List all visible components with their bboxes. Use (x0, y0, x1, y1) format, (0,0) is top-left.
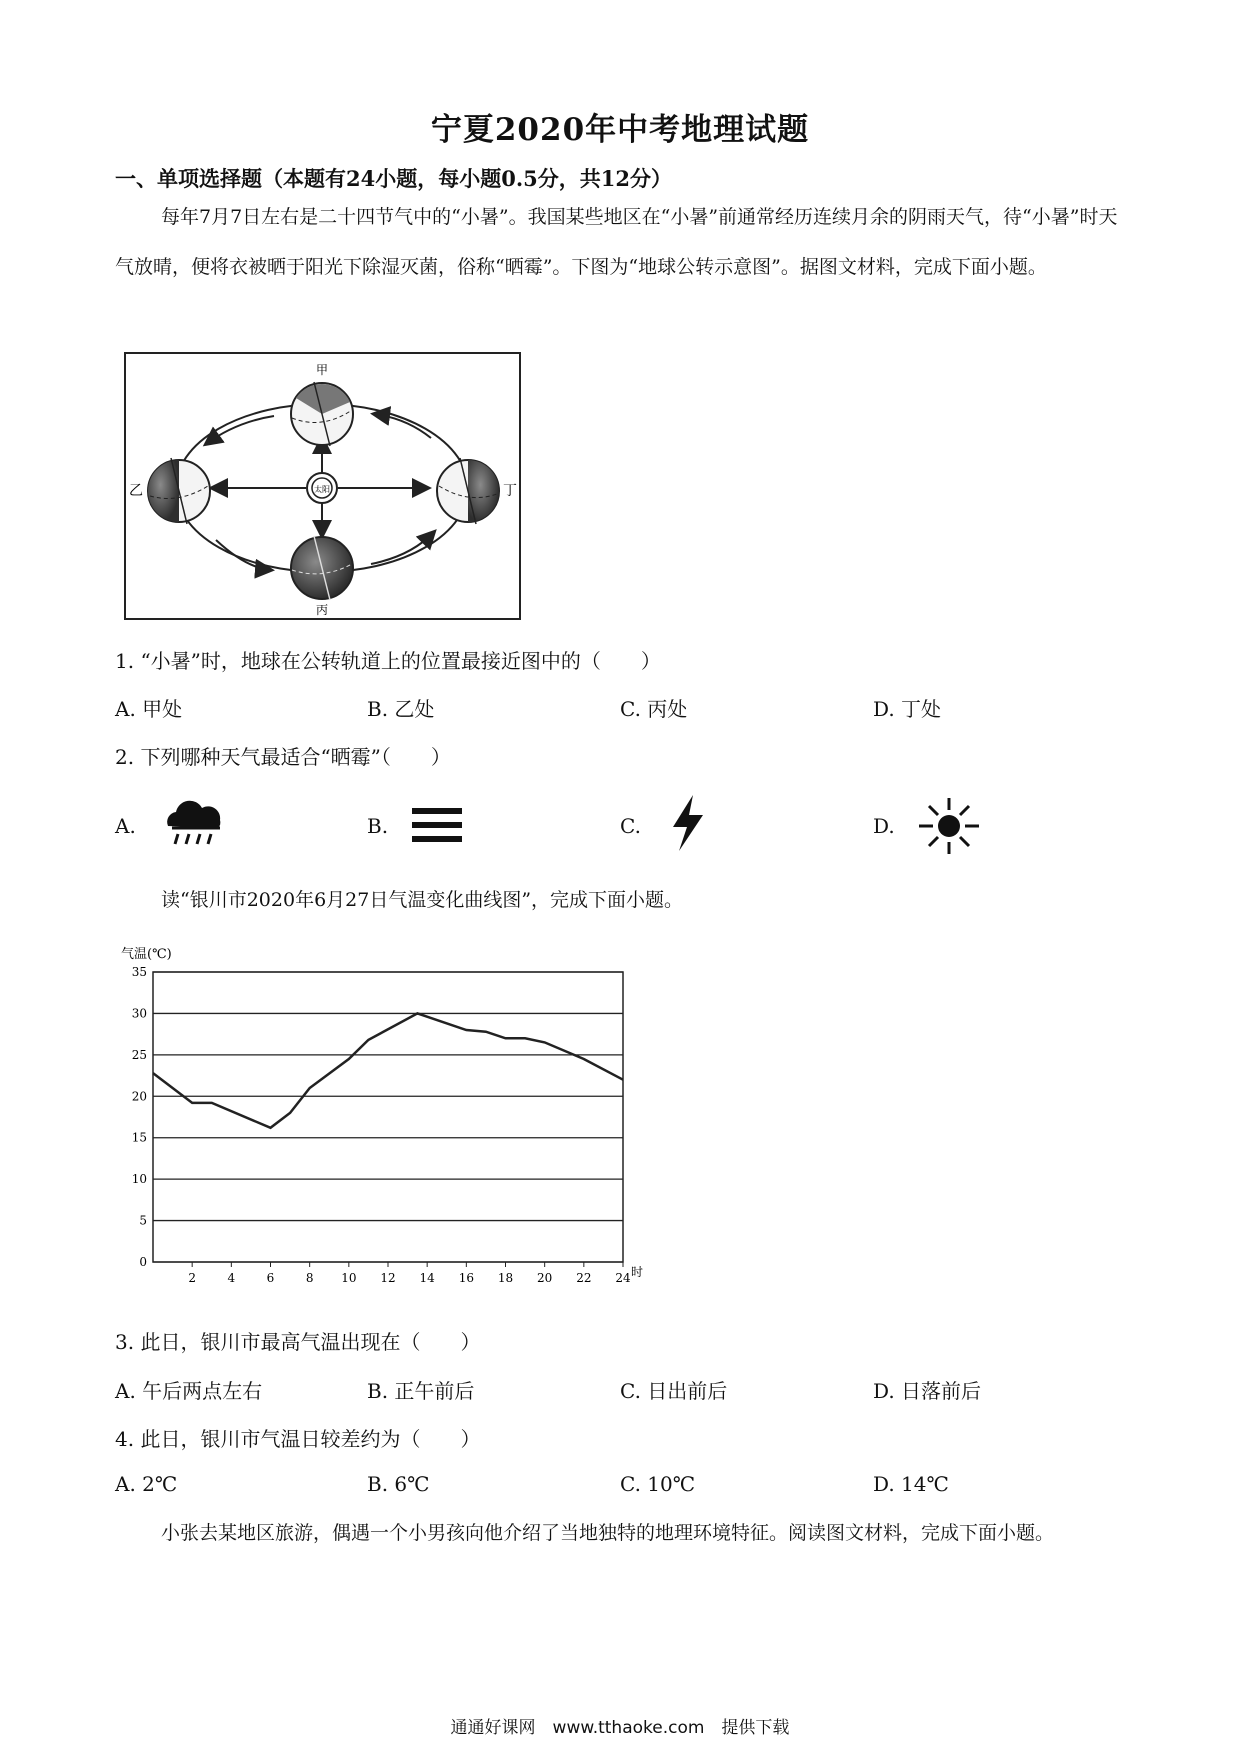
y-tick-label: 30 (131, 1006, 147, 1021)
q3-option-c[interactable]: C. 日出前后 (620, 1379, 728, 1403)
intro-paragraph-1: 每年7月7日左右是二十四节气中的“小暑”。我国某些地区在“小暑”前通常经历连续月余的阴雨天气，待“小暑”时天气放晴，便将衣被晒于阳光下除湿灭菌，俗称“晒霉”。下图为“地球公转示意图”。据图文材料，完成下面小题。 (115, 206, 1118, 278)
question-4-stem: 4. 此日，银川市气温日较差约为（ ） (115, 1427, 481, 1451)
x-tick-label: 8 (305, 1271, 314, 1285)
temperature-series-line (153, 1013, 623, 1127)
q2-option-d[interactable]: D. (873, 814, 895, 838)
q3-option-a[interactable]: A. 午后两点左右 (115, 1379, 263, 1403)
page-title: 宁夏2020年中考地理试题 (430, 112, 810, 148)
x-tick-labels (188, 1262, 631, 1285)
x-tick-label: 10 (341, 1271, 357, 1285)
x-tick-label: 12 (380, 1271, 396, 1285)
x-tick-label: 18 (497, 1271, 514, 1285)
y-tick-label: 25 (131, 1047, 147, 1062)
intro-paragraph-2: 读“银川市2020年6月27日气温变化曲线图”，完成下面小题。 (161, 889, 684, 911)
y-tick-label: 10 (131, 1172, 147, 1187)
earth-left (148, 458, 210, 524)
earth-bottom (291, 536, 353, 600)
question-2-stem: 2. 下列哪种天气最适合“晒霉”（ ） (115, 745, 451, 769)
x-tick-label: 2 (188, 1271, 196, 1285)
question-3-stem: 3. 此日，银川市最高气温出现在（ ） (115, 1330, 481, 1354)
y-tick-label: 15 (131, 1130, 147, 1145)
earth-top (291, 382, 353, 446)
rain-cloud-icon (160, 796, 228, 852)
x-tick-label: 16 (458, 1271, 474, 1285)
q3-option-d[interactable]: D. 日落前后 (873, 1379, 982, 1403)
sun-icon (917, 796, 981, 856)
y-axis-label: 气温(℃) (121, 947, 172, 962)
label-bottom: 丙 (315, 603, 329, 617)
x-tick-label: 14 (419, 1271, 435, 1285)
x-tick-label: 4 (227, 1271, 236, 1285)
y-tick-label: 20 (131, 1089, 147, 1104)
temperature-line-chart (115, 940, 675, 1300)
q4-option-a[interactable]: A. 2℃ (115, 1472, 178, 1496)
y-tick-label: 5 (139, 1213, 147, 1228)
label-left: 乙 (129, 483, 143, 499)
q1-option-c[interactable]: C. 丙处 (620, 697, 688, 721)
x-axis-label: 时 (631, 1265, 644, 1279)
question-1-stem: 1. “小暑”时，地球在公转轨道上的位置最接近图中的（ ） (115, 649, 661, 673)
q2-option-a[interactable]: A. (115, 814, 136, 838)
y-tick-labels (132, 965, 147, 1269)
y-tick-label: 0 (139, 1255, 147, 1269)
q1-option-b[interactable]: B. 乙处 (367, 697, 435, 721)
intro-paragraph-3: 小张去某地区旅游，偶遇一个小男孩向他介绍了当地独特的地理环境特征。阅读图文材料，完成下面小题。 (161, 1522, 1055, 1544)
x-tick-label: 20 (537, 1271, 553, 1285)
page-footer: 通通好课网 www.tthaoke.com 提供下载 (450, 1718, 790, 1738)
q4-option-c[interactable]: C. 10℃ (620, 1472, 696, 1496)
q2-option-c[interactable]: C. (620, 814, 641, 838)
section-heading: 一、单项选择题（本题有24小题，每小题0.5分，共12分） (115, 166, 672, 191)
x-tick-label: 24 (615, 1271, 631, 1285)
y-tick-label: 35 (131, 965, 147, 979)
earth-right (437, 458, 499, 524)
q1-option-a[interactable]: A. 甲处 (115, 697, 183, 721)
q3-option-b[interactable]: B. 正午前后 (367, 1379, 475, 1403)
chart-grid (153, 972, 623, 1262)
plot-frame (153, 972, 623, 1262)
fog-icon (410, 804, 466, 848)
lightning-icon (665, 793, 709, 853)
q2-option-b[interactable]: B. (367, 814, 389, 838)
q1-option-d[interactable]: D. 丁处 (873, 697, 942, 721)
label-right: 丁 (503, 483, 517, 499)
x-tick-label: 6 (266, 1271, 275, 1285)
earth-orbit-diagram (126, 354, 519, 618)
earth-orbit-figure (124, 352, 521, 620)
q4-option-b[interactable]: B. 6℃ (367, 1472, 430, 1496)
label-top: 甲 (315, 363, 329, 377)
sun-label: 太阳 (314, 485, 330, 494)
x-tick-label: 22 (576, 1271, 592, 1285)
q4-option-d[interactable]: D. 14℃ (873, 1472, 949, 1496)
